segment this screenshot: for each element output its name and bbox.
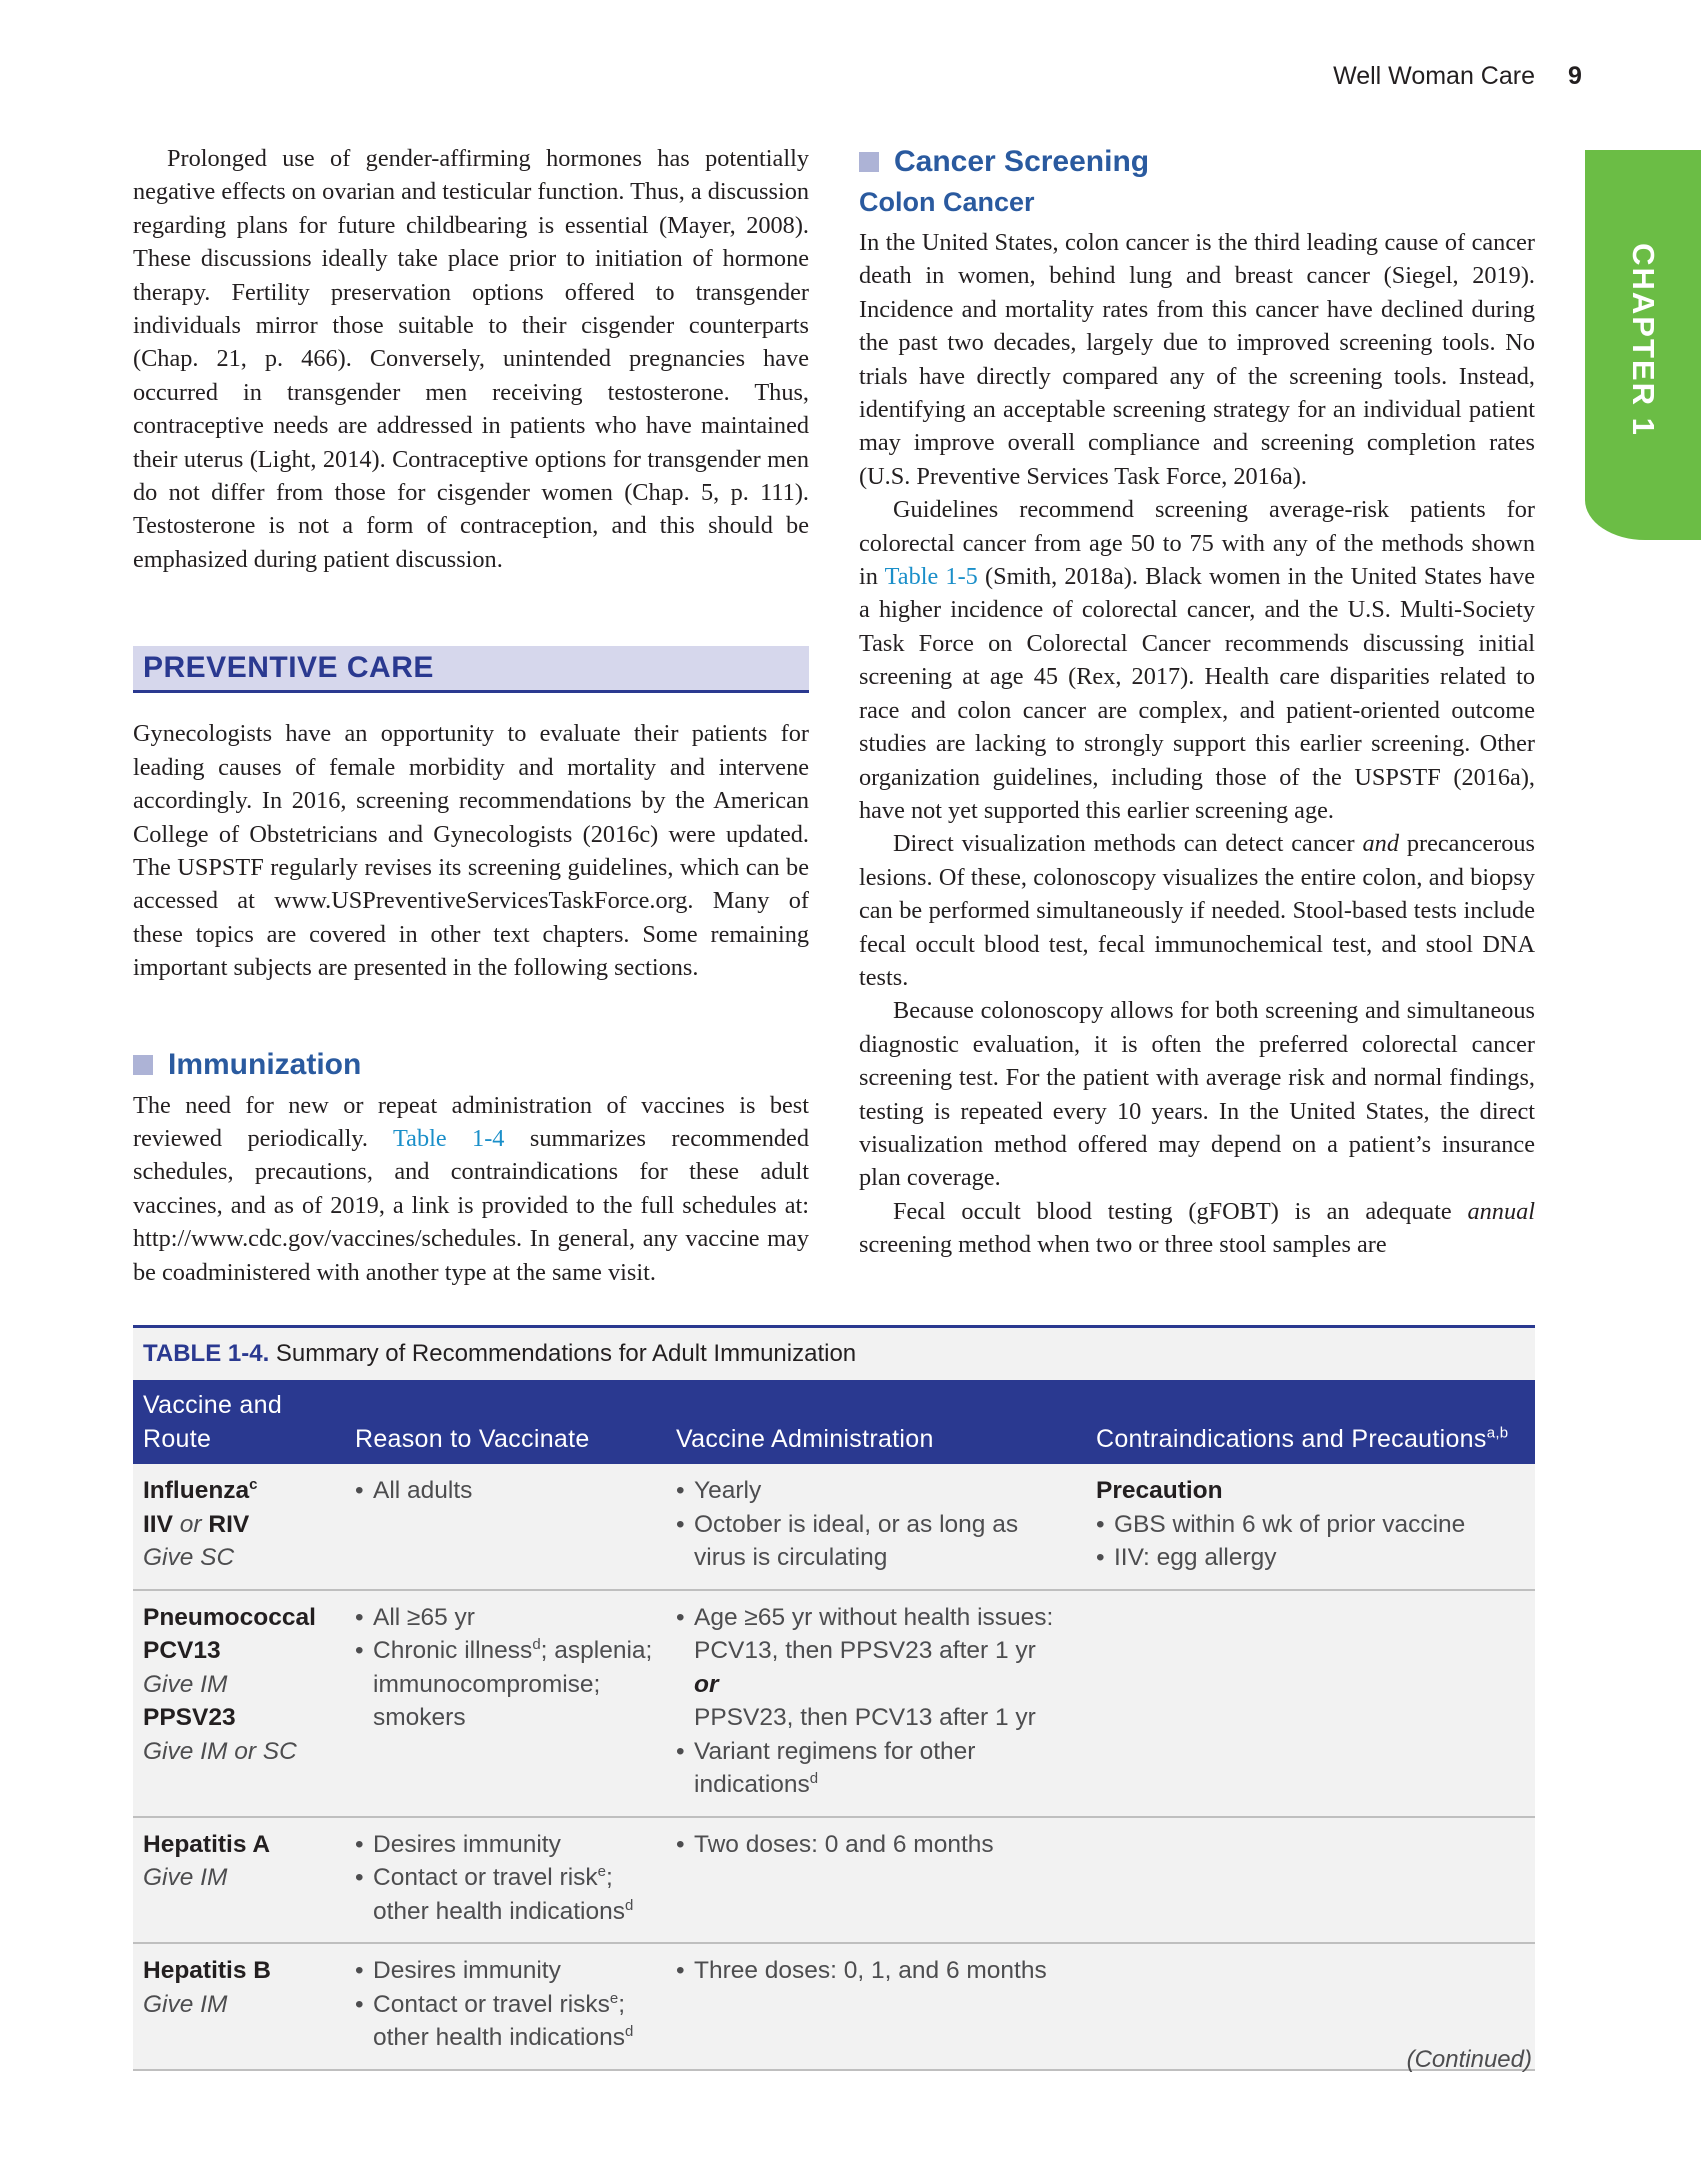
heading-square-icon xyxy=(859,152,879,172)
bullet-list xyxy=(676,1601,1076,1802)
bullet-item: • Desires immunity xyxy=(355,1828,656,1862)
vaccine-name: Pneumococcal xyxy=(143,1603,316,1631)
vaccine-name-text: Influenza xyxy=(143,1477,250,1504)
column-header-vaccine: Vaccine and Route xyxy=(133,1380,345,1464)
bullet-list xyxy=(355,1601,656,1735)
subheading-colon-cancer: Colon Cancer xyxy=(859,187,1035,217)
text-run-italic: and xyxy=(1362,830,1399,858)
text-run: ; asplenia; immunocompromise; smokers xyxy=(373,1637,653,1731)
footnote-marker: d xyxy=(809,1769,819,1787)
table-cell-contraindications xyxy=(1086,1817,1535,1944)
bullet-list xyxy=(355,1828,656,1929)
table-cell-reason xyxy=(345,1590,666,1817)
header-text: Contraindications and Precautions xyxy=(1096,1425,1487,1453)
text-run: summarizes recommended schedules, precautions, and contraindications for these adult vaccines, and as of 2019, a link is provided to the full schedules at: http://www.cdc.gov/vaccines/schedules. In general, any vaccine may be coadministered with another type at the same visit. xyxy=(133,1124,809,1286)
heading-text: Immunization xyxy=(168,1047,362,1081)
bullet-item: • Desires immunity xyxy=(355,1954,656,1988)
body-paragraph: Prolonged use of gender-affirming hormones has potentially negative effects on ovarian and testicular function. Thus, a discussion regarding plans for future childbearing is essential (Mayer, 2008). These discussions ideally take place prior to initiation of hormone therapy. Fertility preservation options offered to transgender individuals mirror those suitable to their cisgender counterparts (Chap. 21, p. 466). Conversely, unintended pregnancies have occurred in transgender men receiving testosterone. Thus, contraceptive needs are addressed in patients who have maintained their uterus (Light, 2014). Contraceptive options for transgender men do not differ from those for cisgender women (Chap. 5, p. 111). Testosterone is not a form of contraception, and this should be emphasized during patient discussion. xyxy=(133,145,809,573)
text-run: Guidelines recommend screening average-risk patients for colorectal cancer from age 50 to 75 with any of the methods shown in xyxy=(859,496,1535,591)
bullet-item: • All ≥65 yr xyxy=(355,1601,656,1635)
table-1-4 xyxy=(133,1325,1535,2071)
chapter-tab-label: CHAPTER 1 xyxy=(1626,243,1661,437)
bullet-list xyxy=(676,1954,1076,1988)
table-cell-vaccine xyxy=(133,1464,345,1590)
table-cell-administration xyxy=(666,1943,1086,2070)
vaccine-type: IIV xyxy=(143,1510,173,1538)
text-run-italic: annual xyxy=(1467,1197,1535,1225)
vaccine-subtype: PPSV23 xyxy=(143,1704,236,1731)
heading-square-icon xyxy=(133,1055,153,1075)
text-run: ; other health indications xyxy=(373,1990,626,2051)
bullet-item: • IIV: egg allergy xyxy=(1096,1541,1525,1575)
column-header-contraindications xyxy=(1086,1380,1535,1464)
bullet-list xyxy=(676,1828,1076,1862)
table-cell-reason xyxy=(345,1817,666,1944)
section-heading-immunization xyxy=(133,1045,809,1085)
table-continued-note: (Continued) xyxy=(1406,2046,1532,2073)
text-run: Contact or travel risks xyxy=(373,1990,610,2018)
section-heading-preventive-care: PREVENTIVE CARE xyxy=(133,646,809,693)
vaccine-route: Give IM or SC xyxy=(143,1737,297,1765)
text-run: Contact or travel risk xyxy=(373,1864,598,1891)
table-cell-administration xyxy=(666,1590,1086,1817)
bullet-item xyxy=(355,1634,656,1735)
body-paragraph: Gynecologists have an opportunity to evaluate their patients for leading causes of female morbidity and mortality and intervene accordingly. In 2016, screening recommendations by the American College of Obstetricians and Gynecologists (2016c) were updated. The USPSTF regularly revises its screening guidelines, which can be accessed at www.USPreventiveServicesTaskForce.org. Many of these topics are covered in other text chapters. Some remaining important subjects are presented in the following sections. xyxy=(133,720,809,982)
bullet-item: • GBS within 6 wk of prior vaccine xyxy=(1096,1508,1525,1542)
precaution-heading: Precaution xyxy=(1096,1477,1223,1504)
footnote-marker: e xyxy=(597,1862,606,1880)
body-paragraph xyxy=(859,827,1535,994)
column-header-reason: Reason to Vaccinate xyxy=(345,1380,666,1464)
bullet-item: • Yearly xyxy=(676,1474,1076,1508)
immunization-table xyxy=(133,1380,1535,2071)
table-caption-text: Summary of Recommendations for Adult Immunization xyxy=(269,1340,857,1367)
bullet-item xyxy=(355,1861,656,1928)
heading-text: Cancer Screening xyxy=(894,145,1150,178)
text-run: precancerous lesions. Of these, colonoscopy visualizes the entire colon, and biopsy can be performed simultaneously if needed. Stool-based tests include fecal occult blood test, fecal immunochemical test, and stool DNA tests. xyxy=(859,830,1535,991)
table-cell-vaccine xyxy=(133,1590,345,1817)
right-column xyxy=(859,142,1535,1262)
table-cell-reason xyxy=(345,1943,666,2070)
footnote-marker: a,b xyxy=(1486,1424,1509,1442)
vaccine-name: Hepatitis B xyxy=(143,1957,271,1984)
table-row xyxy=(133,1464,1535,1590)
vaccine-name: Hepatitis A xyxy=(143,1830,271,1858)
table-caption-label: TABLE 1-4. xyxy=(143,1340,270,1367)
table-cell-contraindications xyxy=(1086,1464,1535,1590)
text-run: (Smith, 2018a). Black women in the United States have a higher incidence of colorectal cancer, and the U.S. Multi-Society Task Force on Colorectal Cancer recommends discussing initial screening at age 45 (Rex, 2017). Health care disparities related to race and colon cancer are complex, and patient-oriented outcome studies are lacking to strongly support this earlier screening. Other organization guidelines, including those of the USPSTF (2016a), have not yet supported this earlier screening age. xyxy=(859,563,1535,824)
table-cell-vaccine xyxy=(133,1817,345,1944)
footnote-marker: d xyxy=(532,1635,541,1653)
page-number: 9 xyxy=(1568,62,1582,90)
vaccine-route: Give IM xyxy=(143,1670,228,1698)
vaccine-subtype: PCV13 xyxy=(143,1637,221,1664)
footnote-marker: c xyxy=(249,1475,258,1493)
text-run: Variant regimens for other indications xyxy=(694,1737,976,1798)
text-run: Fecal occult blood testing (gFOBT) is an adequate xyxy=(893,1197,1468,1225)
bullet-item: • October is ideal, or as long as virus is circulating xyxy=(676,1508,1076,1575)
bullet-list xyxy=(676,1474,1076,1575)
footnote-marker: d xyxy=(624,1896,634,1914)
table-row xyxy=(133,1817,1535,1944)
vaccine-route: Give IM xyxy=(143,1864,228,1891)
vaccine-types xyxy=(143,1508,335,1542)
bullet-list xyxy=(1096,1508,1525,1575)
bullet-item xyxy=(676,1601,1076,1735)
vaccine-type: RIV xyxy=(208,1510,250,1538)
table-header-row xyxy=(133,1380,1535,1464)
running-header-title: Well Woman Care xyxy=(1333,62,1535,90)
table-cell-contraindications xyxy=(1086,1590,1535,1817)
bullet-item: • Two doses: 0 and 6 months xyxy=(676,1828,1076,1862)
chapter-tab xyxy=(1585,150,1701,540)
body-paragraph xyxy=(859,1195,1535,1262)
table-cell-administration xyxy=(666,1464,1086,1590)
vaccine-name xyxy=(143,1474,335,1508)
text-run: Chronic illness xyxy=(373,1637,533,1664)
bullet-item xyxy=(676,1735,1076,1802)
text-run: The need for new or repeat administration of vaccines is best reviewed periodically. xyxy=(133,1091,809,1152)
or-separator: or xyxy=(694,1670,719,1698)
body-paragraph: Because colonoscopy allows for both screening and simultaneous diagnostic evaluation, it is often the preferred colorectal cancer screening test. For the patient with average risk and normal findings, testing is repeated every 10 years. In the United States, the direct visualization method offered may depend on a patient’s insurance plan coverage. xyxy=(859,997,1535,1192)
bullet-item: • Three doses: 0, 1, and 6 months xyxy=(676,1954,1076,1988)
body-paragraph: In the United States, colon cancer is the third leading cause of cancer death in women, behind lung and breast cancer (Siegel, 2019). Incidence and mortality rates from this cancer have declined during the past two decades, largely due to improved screening tools. No trials have directly compared any of the screening tools. Instead, identifying an acceptable screening strategy for an individual patient may improve overall compliance and screening completion rates (U.S. Preventive Services Task Force, 2016a). xyxy=(859,229,1535,490)
text-line: PPSV23, then PCV13 after 1 yr xyxy=(694,1704,1036,1731)
left-column xyxy=(133,142,809,1289)
text-run: Direct visualization methods can detect cancer xyxy=(893,830,1363,858)
bullet-item xyxy=(355,1988,656,2055)
footnote-marker: e xyxy=(609,1989,619,2007)
vaccine-route: Give SC xyxy=(143,1544,235,1571)
table-cell-vaccine xyxy=(133,1943,345,2070)
text-line: PCV13, then PPSV23 after 1 yr xyxy=(694,1637,1036,1664)
bullet-item: • All adults xyxy=(355,1474,656,1508)
body-paragraph xyxy=(133,1089,809,1289)
table-row xyxy=(133,1590,1535,1817)
text-run: ; other health indications xyxy=(373,1864,625,1925)
bullet-list xyxy=(355,1474,656,1508)
table-1-5-link[interactable]: Table 1-5 xyxy=(884,563,978,591)
table-caption xyxy=(133,1328,1535,1380)
vaccine-type-or: or xyxy=(179,1510,202,1538)
text-line: • Age ≥65 yr without health issues: xyxy=(694,1603,1054,1631)
footnote-marker: d xyxy=(624,2022,634,2040)
bullet-list xyxy=(355,1954,656,2055)
table-cell-reason xyxy=(345,1464,666,1590)
table-cell-administration xyxy=(666,1817,1086,1944)
section-heading-cancer-screening xyxy=(859,142,1535,182)
body-paragraph xyxy=(859,493,1535,827)
column-header-administration: Vaccine Administration xyxy=(666,1380,1086,1464)
text-run: screening method when two or three stool samples are xyxy=(859,1231,1387,1259)
vaccine-route: Give IM xyxy=(143,1990,228,2018)
table-1-4-link[interactable]: Table 1-4 xyxy=(393,1124,505,1152)
